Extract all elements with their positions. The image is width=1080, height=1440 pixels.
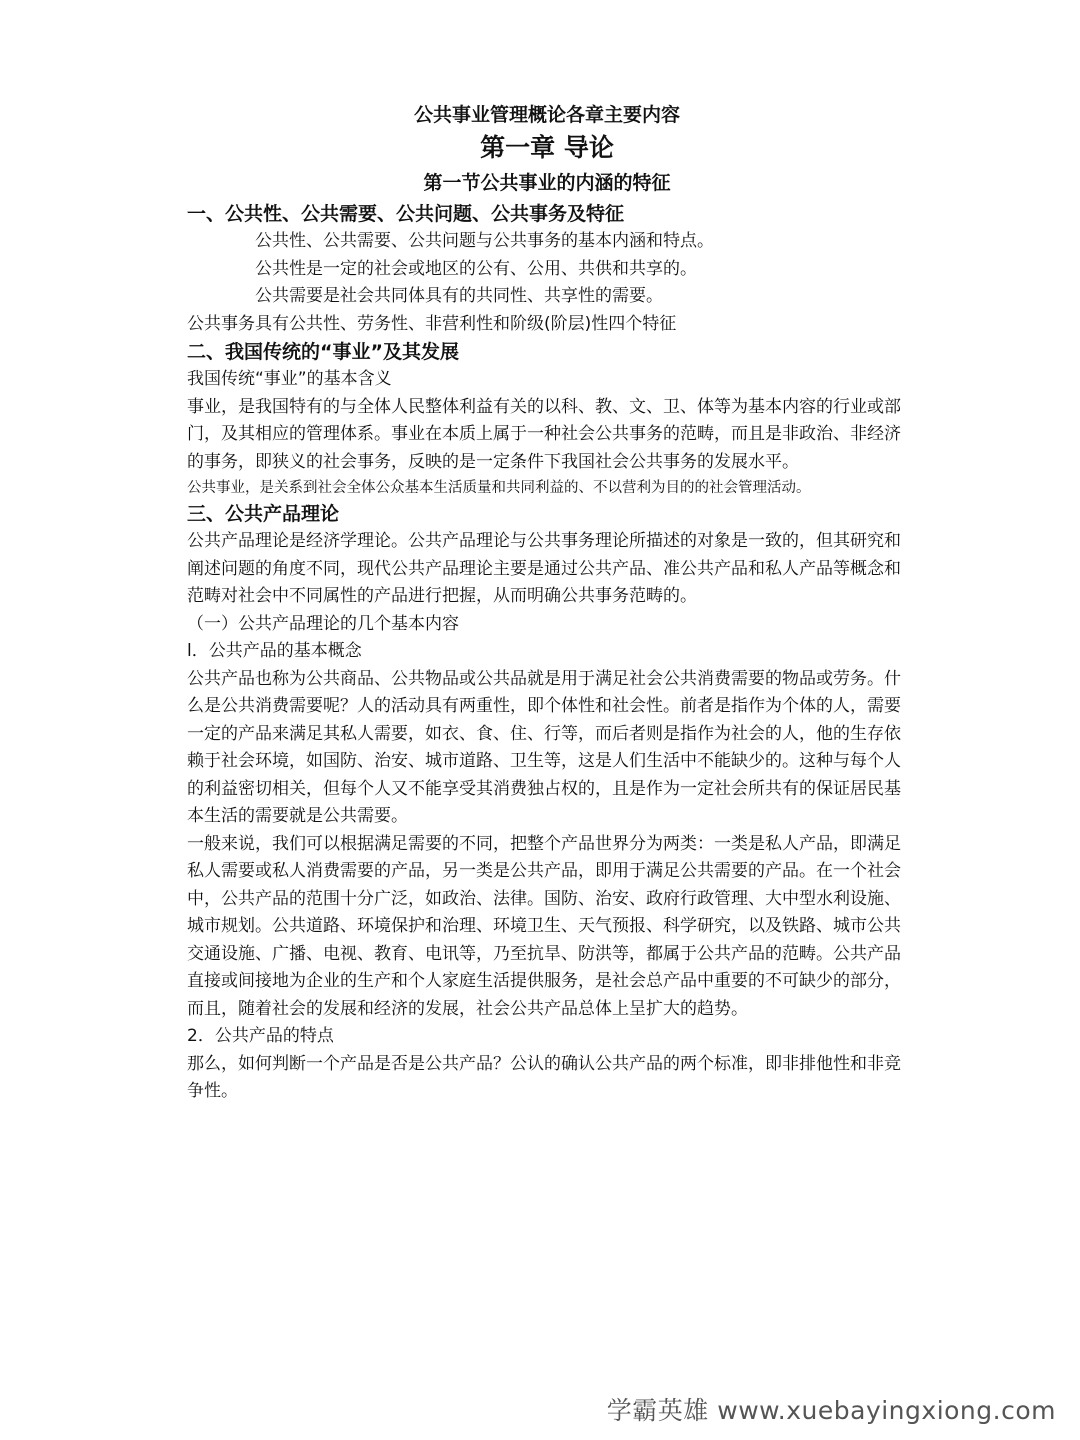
paragraph-concept-1: 公共产品也称为公共商品、公共物品或公共品就是用于满足社会公共消费需要的物品或劳务。什么是公共消费需要呢？人的活动具有两重性，即个体性和社会性。前者是指作为个体的人，需要一定的产品来满足其私人需要，如衣、食、住、行等，而后者则是指作为社会的人，他的生存依赖于社会环境，如国防、治安、城市道路、卫生等，这是人们生活中不能缺少的。这种与每个人的利益密切相关，但每个人又不能享受其消费独占权的，且是作为一定社会所共有的保证居民基本生活的需要就是公共需要。 bbox=[187, 668, 901, 826]
document-body bbox=[187, 100, 907, 1106]
subheading-basic-contents: （一）公共产品理论的几个基本内容 bbox=[187, 613, 459, 634]
paragraph-line: 公共需要是社会共同体具有的共同性、共享性的需要。 bbox=[255, 286, 663, 306]
item-title-concept: l．公共产品的基本概念 bbox=[187, 641, 362, 661]
paragraph-line: 公共性、公共需要、公共问题与公共事务的基本内涵和特点。 bbox=[255, 231, 714, 251]
paragraph-line: 公共性是一定的社会或地区的公有、公用、共供和共享的。 bbox=[255, 258, 697, 279]
subtitle-meaning: 我国传统“事业”的基本含义 bbox=[187, 369, 392, 389]
paragraph-public-affairs: 公共事业，是关系到社会全体公众基本生活质量和共同利益的、不以营利为目的的社会管理活动。 bbox=[187, 480, 811, 496]
paragraph-concept-2: 一般来说，我们可以根据满足需要的不同，把整个产品世界分为两类：一类是私人产品，即满足私人需要或私人消费需要的产品，另一类是公共产品，即用于满足公共需要的产品。在一个社会中，公共产品的范围十分广泛，如政治、法律。国防、治安、政府行政管理、大中型水利设施、城市规划。公共道路、环境保护和治理、环境卫生、天气预报、科学研究，以及铁路、城市公共交通设施、广播、电视、教育、电讯等，乃至抗旱、防洪等，都属于公共产品的范畴。公共产品直接或间接地为企业的生产和个人家庭生活提供服务，是社会总产品中重要的不可缺少的部分，而且，随着社会的发展和经济的发展，社会公共产品总体上呈扩大的趋势。 bbox=[187, 833, 901, 1019]
document-title: 公共事业管理概论各章主要内容 bbox=[413, 104, 680, 126]
paragraph-shiye: 事业，是我国特有的与全体人民整体利益有关的以科、教、文、卫、体等为基本内容的行业或部门，及其相应的管理体系。事业在本质上属于一种社会公共事务的范畴，而且是非政治、非经济的事务，即狭义的社会事务，反映的是一定条件下我国社会公共事务的发展水平。 bbox=[187, 396, 901, 472]
section-title: 第一节公共事业的内涵的特征 bbox=[423, 172, 671, 194]
heading-part2: 二、我国传统的“事业”及其发展 bbox=[187, 341, 459, 363]
heading-part1: 一、公共性、公共需要、公共问题、公共事务及特征 bbox=[187, 203, 625, 225]
chapter-title: 第一章 导论 bbox=[480, 133, 614, 162]
item-title-features: 2．公共产品的特点 bbox=[187, 1026, 334, 1046]
paragraph-intro: 公共产品理论是经济学理论。公共产品理论与公共事务理论所描述的对象是一致的，但其研究和阐述问题的角度不同，现代公共产品理论主要是通过公共产品、准公共产品和私人产品等概念和范畴对社会中不同属性的产品进行把握，从而明确公共事务范畴的。 bbox=[187, 531, 901, 606]
paragraph-summary: 公共事务具有公共性、劳务性、非营利性和阶级(阶层)性四个特征 bbox=[187, 313, 677, 334]
watermark-text: 学霸英雄 www.xuebayingxiong.com bbox=[606, 1396, 1056, 1425]
heading-part3: 三、公共产品理论 bbox=[187, 503, 340, 525]
paragraph-features: 那么，如何判断一个产品是否是公共产品？公认的确认公共产品的两个标准，即非排他性和非竞争性。 bbox=[187, 1053, 901, 1101]
